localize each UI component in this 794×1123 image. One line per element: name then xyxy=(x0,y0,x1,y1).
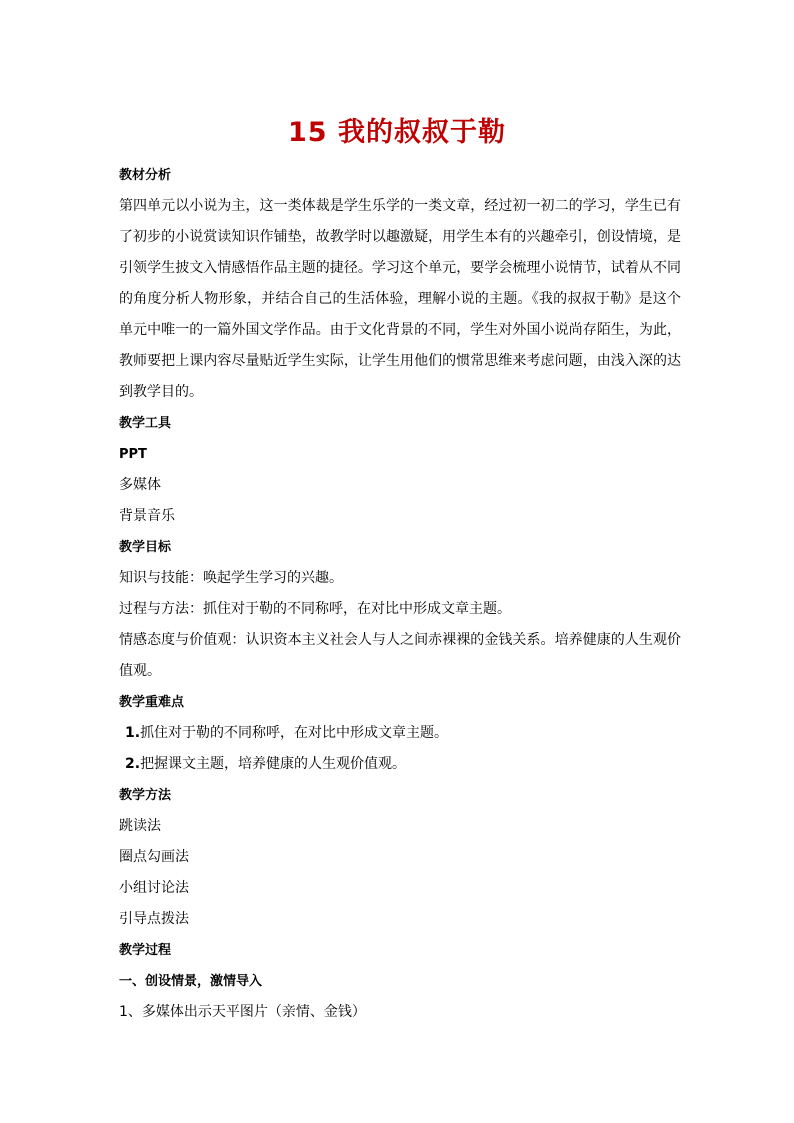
tool-item: 背景音乐 xyxy=(119,508,175,524)
goal-item: 情感态度与价值观：认识资本主义社会人与人之间赤裸裸的金钱关系。培养健康的人生观价值观。 xyxy=(119,632,681,679)
section-heading-methods: 教学方法 xyxy=(119,788,172,803)
goal-item: 过程与方法：抓住对于勒的不同称呼，在对比中形成文章主题。 xyxy=(119,601,511,617)
key-point-number: 2. xyxy=(125,756,141,772)
key-point-item xyxy=(119,749,681,780)
section-heading-goals: 教学目标 xyxy=(119,540,172,555)
section-heading-key-points: 教学重难点 xyxy=(119,695,185,710)
process-step-heading: 一、创设情景，激情导入 xyxy=(119,974,263,989)
analysis-paragraph: 第四单元以小说为主，这一类体裁是学生乐学的一类文章，经过初一初二的学习，学生已有了初步的小说赏读知识作铺垫，故教学时以趣激疑，用学生本有的兴趣牵引，创设情境，是引领学生披文入情感悟作品主题的捷径。学习这个单元，要学会梳理小说情节，试着从不同的角度分析人物形象，并结合自己的生活体验，理解小说的主题。《我的叔叔于勒》是这个单元中唯一的一篇外国文学作品。由于文化背景的不同，学生对外国小说尚存陌生，为此，教师要把上课内容尽量贴近学生实际，让学生用他们的惯常思维来考虑问题，由浅入深的达到教学目的。 xyxy=(119,198,681,400)
document-title: 15 我的叔叔于勒 xyxy=(288,117,506,148)
section-heading-tools: 教学工具 xyxy=(119,416,172,431)
method-item: 跳读法 xyxy=(119,818,161,834)
tool-item: 多媒体 xyxy=(119,477,161,493)
key-point-text: 把握课文主题，培养健康的人生观价值观。 xyxy=(140,756,407,772)
section-heading-analysis: 教材分析 xyxy=(119,168,172,183)
key-point-number: 1. xyxy=(125,725,141,741)
tool-item: PPT xyxy=(119,447,147,462)
section-heading-process: 教学过程 xyxy=(119,943,172,958)
key-point-item xyxy=(119,718,681,749)
goal-item: 知识与技能：唤起学生学习的兴趣。 xyxy=(119,570,343,586)
method-item: 圈点勾画法 xyxy=(119,849,189,865)
method-item: 小组讨论法 xyxy=(119,880,189,896)
document-body xyxy=(119,160,681,1028)
process-step-item: 1、多媒体出示天平图片（亲情、金钱） xyxy=(119,1004,366,1020)
method-item: 引导点拨法 xyxy=(119,911,189,927)
key-point-text: 抓住对于勒的不同称呼，在对比中形成文章主题。 xyxy=(140,725,449,741)
